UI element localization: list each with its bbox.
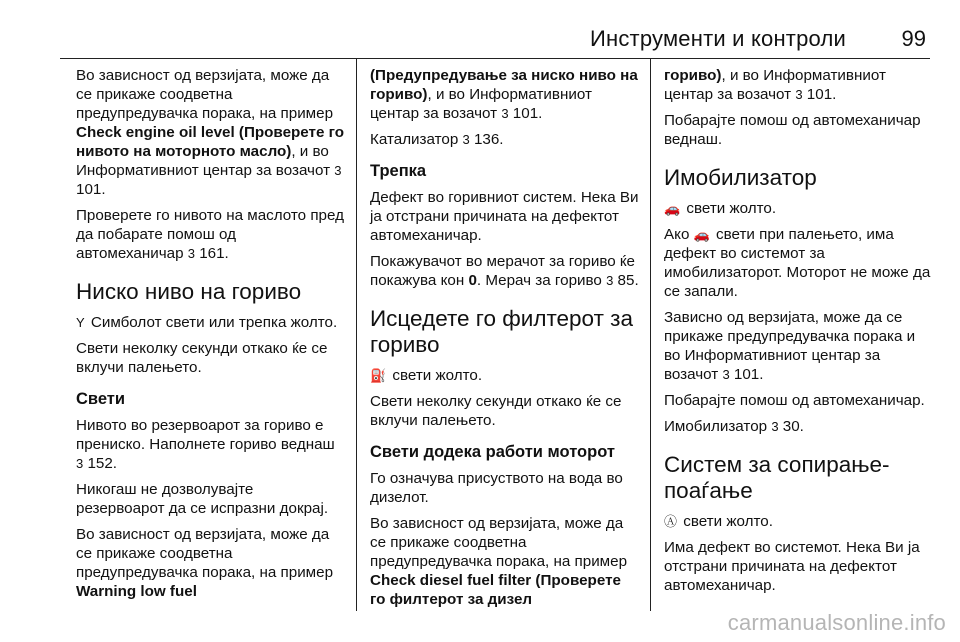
text: Ако: [664, 226, 694, 243]
text: свети жолто.: [682, 200, 777, 217]
paragraph: Дефект во горивниот систем. Нека Ви ја отстрани причината на дефектот автомеханичар.: [370, 189, 639, 244]
text: Во зависност од верзијата, може да се прикаже соодветна предупредувачка порака, на пример: [370, 515, 628, 570]
page-header: [60, 0, 930, 59]
page-number: 99: [901, 26, 926, 51]
paragraph: Побарајте помош од автомеханичар веднаш.: [664, 112, 921, 148]
paragraph: [370, 514, 640, 609]
page-reference[interactable]: 152.: [83, 455, 118, 472]
subheading-engine-running: Свети додека работи моторот: [370, 443, 615, 461]
paragraph: Никогаш не дозволувајте резервоарот да се испразни докрај.: [76, 481, 329, 517]
paragraph: Свети неколку секунди откако ќе се вклучи палењето.: [76, 340, 328, 376]
page-reference[interactable]: 85.: [613, 272, 639, 289]
reference-arrow-icon: 3: [771, 419, 779, 434]
section-heading-stop-start: Систем за сопирање-поаѓање: [664, 452, 890, 503]
text: Покажувачот во мерачот за гориво ќе покажува кон: [370, 253, 636, 289]
message-text: гориво): [664, 67, 722, 84]
paragraph: Свети неколку секунди откако ќе се вклучи палењето.: [370, 393, 622, 429]
column-2: [370, 66, 640, 616]
paragraph: [370, 366, 640, 385]
text: Во зависност од верзијата, може да се прикаже соодветна предупредувачка порака, на пример: [76, 67, 334, 122]
fuel-filter-icon: ⛽: [370, 368, 387, 383]
text: , и во Информативниот центар за возачот: [370, 86, 592, 122]
text: Нивото во резервоарот за гориво е прениско. Наполнете гориво веднаш: [76, 417, 335, 453]
message-text: Check diesel fuel filter (Проверете го филтерот за дизел: [370, 572, 621, 608]
paragraph: [664, 417, 934, 436]
gauge-zero: 0: [468, 272, 477, 289]
paragraph: [370, 66, 640, 123]
text: свети при палењето, има дефект во системот за имобилизаторот. Моторот не може да се запали.: [664, 226, 931, 300]
column-1: [76, 66, 346, 608]
subheading-sveti: Свети: [76, 390, 126, 408]
reference-arrow-icon: 3: [501, 106, 509, 121]
page-reference[interactable]: 30.: [778, 418, 804, 435]
reference-arrow-icon: 3: [795, 87, 803, 102]
paragraph: [370, 252, 640, 290]
paragraph: [76, 206, 346, 263]
text: Имобилизатор: [664, 418, 772, 435]
paragraph: [76, 313, 346, 332]
reference-arrow-icon: 3: [334, 163, 342, 178]
paragraph: [664, 512, 934, 531]
section-heading-fuel-filter: Исцедете го филтерот за гориво: [370, 306, 633, 357]
paragraph: [370, 130, 640, 149]
paragraph: [76, 416, 346, 473]
reference-arrow-icon: 3: [462, 132, 470, 147]
watermark: carmanualsonline.info: [727, 610, 946, 635]
reference-arrow-icon: 3: [187, 246, 195, 261]
paragraph: Го означува присуството на вода во дизелот.: [370, 470, 623, 506]
text: , и во Информативниот центар за возачот: [76, 143, 335, 179]
immobiliser-icon: 🚗: [664, 201, 681, 216]
page-reference[interactable]: 101.: [729, 366, 764, 383]
page-title: Инструменти и контроли: [589, 26, 846, 51]
message-text: Warning low fuel: [76, 583, 197, 600]
page-reference[interactable]: 101.: [76, 181, 106, 198]
column-divider-2: [650, 58, 651, 611]
page-reference[interactable]: 101.: [508, 105, 543, 122]
text: свети жолто.: [388, 367, 483, 384]
message-text: Check engine oil level (Проверете го нивото на моторното масло): [76, 124, 345, 160]
text: Катализатор: [370, 131, 463, 148]
text: Во зависност од верзијата, може да се прикаже соодветна предупредувачка порака, на пример: [76, 526, 334, 581]
paragraph: [664, 225, 934, 301]
text: Зависно од верзијата, може да се прикаже предупредувачка порака и во Информативниот центар за возачот: [664, 309, 916, 383]
page-reference[interactable]: 101.: [802, 86, 837, 103]
paragraph: Побарајте помош од автомеханичар.: [664, 392, 925, 409]
paragraph: [664, 199, 934, 218]
section-heading-low-fuel: Ниско ниво на гориво: [76, 279, 302, 304]
column-3: [664, 66, 934, 602]
text: , и во Информативниот центар за возачот: [664, 67, 886, 103]
paragraph: [76, 66, 346, 199]
reference-arrow-icon: 3: [76, 456, 84, 471]
page-reference[interactable]: 136.: [469, 131, 504, 148]
message-text: (Предупредување за ниско ниво на гориво): [370, 67, 638, 103]
immobiliser-icon: 🚗: [693, 227, 710, 242]
page-reference[interactable]: 161.: [194, 245, 229, 262]
paragraph: [664, 308, 934, 384]
text: Симболот свети или трепка жолто.: [86, 314, 338, 331]
section-heading-immobiliser: Имобилизатор: [664, 165, 817, 190]
paragraph: [76, 525, 346, 601]
subheading-trepka: Трепка: [370, 162, 427, 180]
text: . Мерач за гориво: [476, 272, 607, 289]
paragraph: [664, 66, 934, 104]
paragraph: Има дефект во системот. Нека Ви ја отстрани причината на дефектот автомеханичар.: [664, 539, 920, 594]
reference-arrow-icon: 3: [722, 367, 730, 382]
column-divider-1: [356, 58, 357, 611]
text: Проверете го нивото на маслото пред да побарате помош од автомеханичар: [76, 207, 344, 262]
fuel-warning-icon: Y: [76, 315, 85, 330]
stop-start-icon: Ⓐ: [664, 514, 678, 529]
text: свети жолто.: [679, 513, 773, 530]
reference-arrow-icon: 3: [606, 273, 614, 288]
